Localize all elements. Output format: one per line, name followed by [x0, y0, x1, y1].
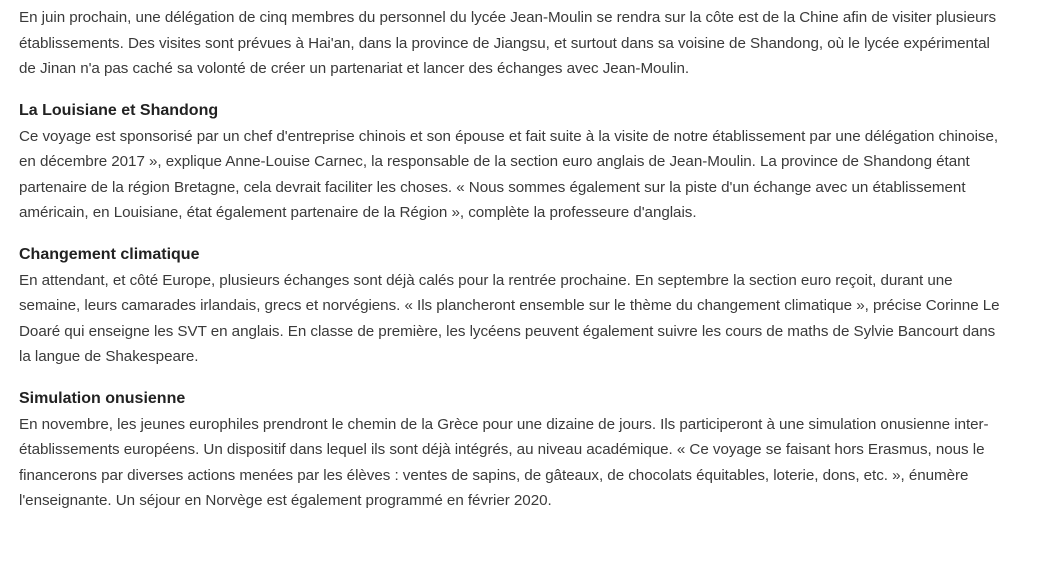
section-paragraph-louisiane: Ce voyage est sponsorisé par un chef d'entreprise chinois et son épouse et fait suite à la visite de notre établissement par une délégation chinoise, en décembre 2017 », explique Anne-Louise Carnec, la responsable de la section euro anglais de Jean-Moulin. La province de Shandong étant partenaire de la région Bretagne, cela devrait faciliter les choses. « Nous sommes également sur la piste d'un échange avec un établissement américain, en Louisiane, état également partenaire de la Région », complète la professeure d'anglais.: [19, 127, 999, 221]
intro-paragraph: En juin prochain, une délégation de cinq membres du personnel du lycée Jean-Moulin se rendra sur la côte est de la Chine afin de visiter plusieurs établissements. Des visites sont prévues à Hai'an, dans la province de Jiangsu, et surtout dans sa voisine de Shandong, où le lycée expérimental de Jinan n'a pas caché sa volonté de créer un partenariat et lancer des échanges avec Jean-Moulin.: [19, 9, 997, 77]
section-heading-climat: Changement climatique: [19, 245, 200, 263]
section-heading-louisiane: La Louisiane et Shandong: [19, 101, 219, 119]
section-paragraph-simulation: En novembre, les jeunes europhiles prendront le chemin de la Grèce pour une dizaine de jours. Ils participeront à une simulation onusienne inter-établissements européens. Un dispositif dans lequel ils sont déjà intégrés, au niveau académique. « Ce voyage se faisant hors Erasmus, nous le financerons par diverses actions menées par les élèves : ventes de sapins, de gâteaux, de chocolats équitables, loterie, dons, etc. », énumère l'enseignante. Un séjour en Norvège est également programmé en février 2020.: [19, 415, 989, 509]
section-heading-simulation: Simulation onusienne: [19, 389, 186, 407]
section-paragraph-climat: En attendant, et côté Europe, plusieurs échanges sont déjà calés pour la rentrée prochaine. En septembre la section euro reçoit, durant une semaine, leurs camarades irlandais, grecs et norvégiens. « Ils plancheront ensemble sur le thème du changement climatique », précise Corinne Le Doaré qui enseigne les SVT en anglais. En classe de première, les lycéens peuvent également suivre les cours de maths de Sylvie Bancourt dans la langue de Shakespeare.: [19, 271, 1000, 365]
